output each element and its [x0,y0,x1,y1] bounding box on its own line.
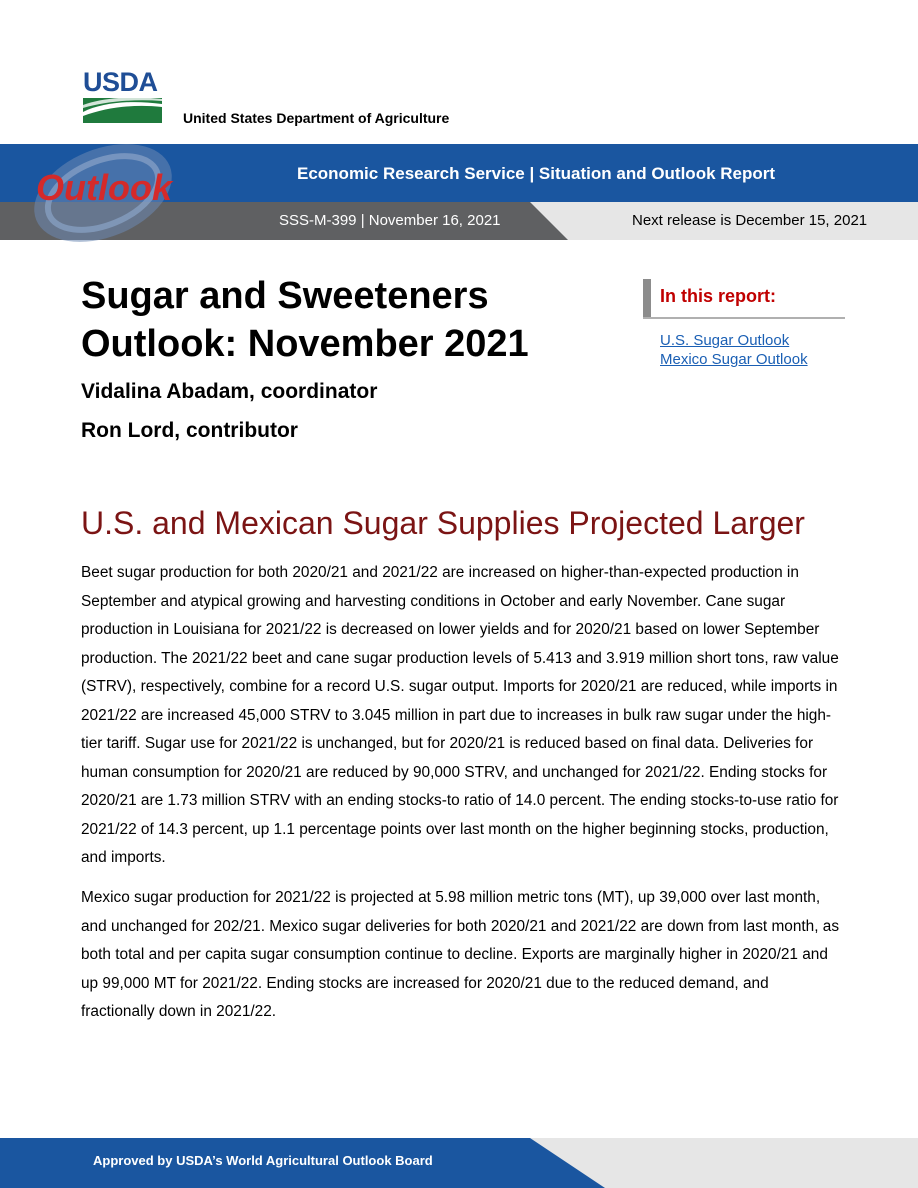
outlook-logo [28,144,178,242]
link-mexico-sugar-outlook[interactable]: Mexico Sugar Outlook [660,351,808,368]
banner-title: Economic Research Service | Situation and Outlook Report [297,164,776,183]
next-release: Next release is December 15, 2021 [632,212,868,229]
outlook-logo-text: Outlook [36,167,172,208]
department-name: United States Department of Agriculture [183,110,450,126]
report-series-date: SSS-M-399 | November 16, 2021 [279,212,501,229]
section-heading: U.S. and Mexican Sugar Supplies Projected Larger [81,505,805,541]
footer-approval-text: Approved by USDA’s World Agricultural Outlook Board [93,1153,433,1168]
paragraph-us-outlook: Beet sugar production for both 2020/21 and 2021/22 are increased on higher-than-expected production in September and atypical growing and harvesting conditions in October and early November. Cane sugar production in Louisiana for 2021/22 is decreased on lower yields and for 2020/21 based on lower September production. The 2021/22 beet and cane sugar production levels of 5.413 and 3.919 million short tons, raw value (STRV), respectively, combine for a record U.S. sugar output. Imports for 2020/21 are reduced, while imports in 2021/22 are increased 45,000 STRV to 3.045 million in part due to increases in bulk raw sugar under the high-tier tariff. Sugar use for 2021/22 is unchanged, but for 2020/21 is reduced based on final data. Deliveries for human consumption for 2020/21 are reduced by 90,000 STRV, and unchanged for 2021/22. Ending stocks for 2020/21 are 1.73 million STRV with an ending stocks-to ratio of 14.0 percent. The ending stocks-to-use ratio for 2021/22 of 14.3 percent, up 1.1 percentage points over last month on the higher beginning stocks, production, and imports. [81,564,839,866]
contributor-credit: Ron Lord, contributor [81,419,298,442]
link-us-sugar-outlook[interactable]: U.S. Sugar Outlook [660,332,790,349]
in-this-report-heading: In this report: [660,286,776,306]
in-report-accent-bar [643,279,651,317]
in-report-divider [643,317,845,319]
usda-logo-text: USDA [83,67,158,97]
paragraph-mexico-outlook: Mexico sugar production for 2021/22 is projected at 5.98 million metric tons (MT), up 39,000 over last month, and unchanged for 202/21. Mexico sugar deliveries for both 2020/21 and 2021/22 are down from last month, as both total and per capita sugar consumption continue to decline. Exports are marginally higher in 2020/21 and up 99,000 MT for 2021/22. Ending stocks are increased for 2020/21 due to the reduced demand, and fractionally down in 2021/22. [81,889,840,1020]
report-title: Sugar and Sweeteners Outlook: November 2021 [81,275,529,365]
coordinator-credit: Vidalina Abadam, coordinator [81,380,378,403]
usda-swoosh-icon [83,98,162,123]
usda-logo [83,68,163,124]
